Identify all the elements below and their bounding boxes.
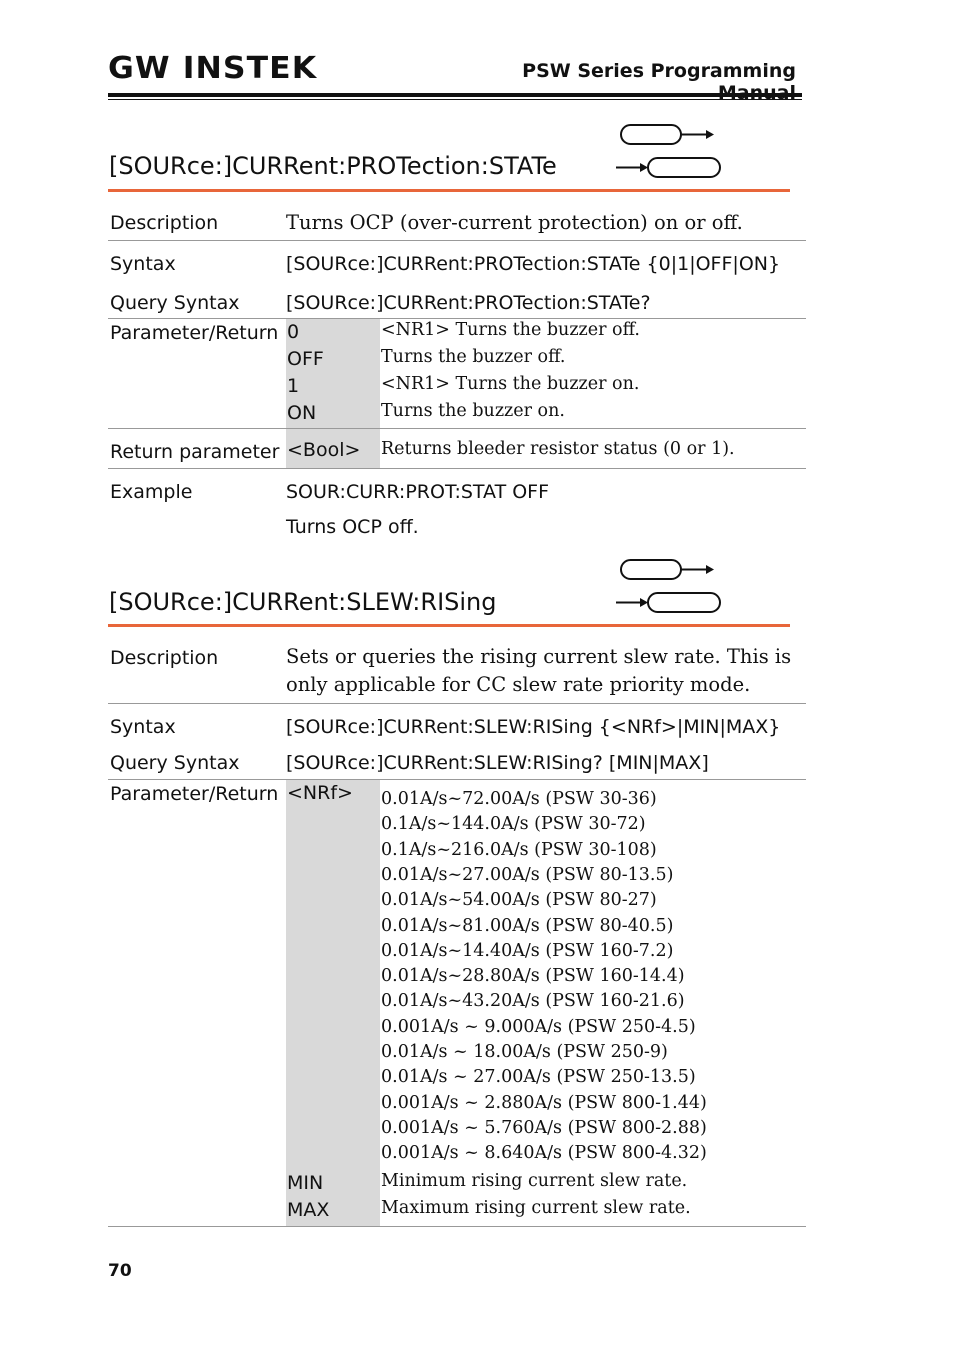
nrf-range-item: 0.001A/s ~ 5.760A/s (PSW 800-2.88) <box>381 1117 707 1138</box>
nrf-range-item: 0.01A/s ~ 18.00A/s (PSW 250-9) <box>381 1042 668 1062</box>
set-query-icon <box>614 557 724 613</box>
description-label: Description <box>110 647 219 669</box>
nrf-range-item: 0.001A/s ~ 8.640A/s (PSW 800-4.32) <box>381 1143 707 1164</box>
parameter-name: OFF <box>287 348 324 370</box>
parameter-label: Parameter/Return <box>110 322 279 344</box>
example-description: Turns OCP off. <box>286 516 419 538</box>
nrf-range-item: 0.01A/s~28.80A/s (PSW 160-14.4) <box>381 966 685 987</box>
parameter-name: 0 <box>287 321 300 343</box>
nrf-range-item: 0.01A/s~27.00A/s (PSW 80-13.5) <box>381 864 674 885</box>
parameter-description: Turns the buzzer off. <box>381 347 566 367</box>
section-rule <box>108 189 790 192</box>
nrf-range-item: 0.01A/s~43.20A/s (PSW 160-21.6) <box>381 991 685 1012</box>
parameter-description: Turns the buzzer on. <box>381 401 565 421</box>
parameter-name: MAX <box>287 1199 330 1221</box>
row-divider <box>108 240 806 241</box>
parameter-shading <box>286 780 380 1226</box>
nrf-range-item: 0.01A/s~81.00A/s (PSW 80-40.5) <box>381 915 674 936</box>
query-syntax-text: [SOURce:]CURRent:SLEW:RISing? [MIN|MAX] <box>286 752 709 774</box>
syntax-label: Syntax <box>110 253 176 275</box>
example-command: SOUR:CURR:PROT:STAT OFF <box>286 481 550 503</box>
nrf-range-item: 0.01A/s~72.00A/s (PSW 30-36) <box>381 789 657 809</box>
query-syntax-label: Query Syntax <box>110 292 240 314</box>
parameter-label: Parameter/Return <box>110 783 279 805</box>
nrf-range-item: 0.01A/s~54.00A/s (PSW 80-27) <box>381 890 657 911</box>
parameter-description: Maximum rising current slew rate. <box>381 1198 691 1218</box>
nrf-range-item: 0.001A/s ~ 2.880A/s (PSW 800-1.44) <box>381 1092 707 1113</box>
row-divider <box>108 468 806 469</box>
syntax-text: [SOURce:]CURRent:SLEW:RISing {<NRf>|MIN|MAX} <box>286 716 781 738</box>
parameter-description: <NR1> Turns the buzzer on. <box>381 374 640 394</box>
nrf-range-item: 0.1A/s~144.0A/s (PSW 30-72) <box>381 814 646 835</box>
parameter-name: 1 <box>287 375 300 397</box>
page-number: 70 <box>108 1261 132 1281</box>
row-divider <box>108 1226 806 1227</box>
row-divider <box>108 318 806 319</box>
query-syntax-text: [SOURce:]CURRent:PROTection:STATe? <box>286 292 651 314</box>
syntax-label: Syntax <box>110 716 176 738</box>
description-line: only applicable for CC slew rate priority mode. <box>286 673 751 696</box>
description-text: Turns OCP (over-current protection) on or off. <box>286 211 743 234</box>
set-query-icon <box>614 122 724 178</box>
header-rule <box>108 93 802 97</box>
section-rule <box>108 624 790 627</box>
row-divider <box>108 428 806 429</box>
command-title: [SOURce:]CURRent:SLEW:RISing <box>109 588 497 616</box>
command-title: [SOURce:]CURRent:PROTection:STATe <box>109 152 557 180</box>
return-parameter-name: <Bool> <box>287 439 361 461</box>
query-syntax-label: Query Syntax <box>110 752 240 774</box>
parameter-description: <NR1> Turns the buzzer off. <box>381 320 640 340</box>
row-divider <box>108 779 806 780</box>
parameter-description: Minimum rising current slew rate. <box>381 1171 688 1191</box>
return-parameter-label: Return parameter <box>110 441 280 463</box>
example-label: Example <box>110 481 193 503</box>
nrf-range-item: 0.1A/s~216.0A/s (PSW 30-108) <box>381 839 657 860</box>
description-line: Sets or queries the rising current slew rate. This is <box>286 645 792 668</box>
nrf-range-item: 0.01A/s ~ 27.00A/s (PSW 250-13.5) <box>381 1067 696 1088</box>
nrf-range-item: 0.001A/s ~ 9.000A/s (PSW 250-4.5) <box>381 1016 696 1037</box>
nrf-range-item: 0.01A/s~14.40A/s (PSW 160-7.2) <box>381 940 674 961</box>
manual-title: PSW Series Programming <box>522 60 796 82</box>
row-divider <box>108 703 806 704</box>
brand-logo: GW INSTEK <box>108 51 318 86</box>
description-label: Description <box>110 212 219 234</box>
parameter-name: ON <box>287 402 317 424</box>
parameter-name: <NRf> <box>287 782 353 804</box>
parameter-name: MIN <box>287 1172 324 1194</box>
return-parameter-description: Returns bleeder resistor status (0 or 1). <box>381 439 735 459</box>
header-rule-thin <box>108 99 802 100</box>
syntax-text: [SOURce:]CURRent:PROTection:STATe {0|1|OFF|ON} <box>286 253 781 275</box>
